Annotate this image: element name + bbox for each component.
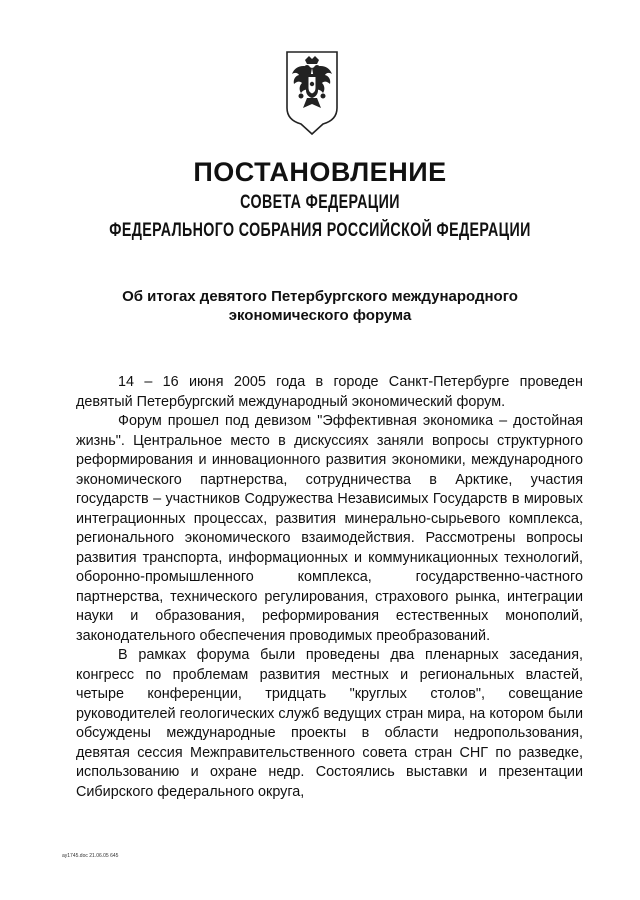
body-paragraph: Форум прошел под девизом "Эффективная экономика – достойная жизнь". Центральное место в дискуссиях заняли вопросы структурного реформирования и инновационного развития экономики, международного экономического партнерства, сотрудничества в Арктике, участия государств – участников Содружества Независимых Государств в мировых интеграционных процессах, развития минерально-сырьевого комплекса, регионального экономического взаимодействия. Рассмотрены вопросы развития транспорта, информационных и коммуникационных технологий, оборонно-промышленного комплекса, государственно-частного партнерства, технического регулирования, страхового рынка, интеграции науки и образования, реформирования естественных монополий, законодательного обеспечения проводимых преобразований. [76,413,583,644]
document-subtitle-line2: ФЕДЕРАЛЬНОГО СОБРАНИЯ РОССИЙСКОЙ ФЕДЕРАЦИИ [109,220,531,241]
body-paragraph: В рамках форума были проведены два пленарных заседания, конгресс по проблемам развития местных и региональных властей, четыре конференции, тридцать "круглых столов", совещание руководителей геологических служб ведущих стран мира, на котором были обсуждены международные проекты в области недропользования, девятая сессия Межправительственного совета стран СНГ по разведке, использованию и охране недр. Состоялись выставки и презентации Сибирского федерального округа, [76,647,583,800]
resolution-heading [0,287,640,325]
document-subtitle-line1: СОВЕТА ФЕДЕРАЦИИ [240,192,400,213]
heading-line-2: экономического форума [228,307,412,324]
document-footer: ay1745.doc 21.06.05 645 [62,853,119,859]
russian-coat-of-arms-icon [283,50,341,136]
heading-line-1: Об итогах девятого Петербургского международного [122,288,518,305]
body-paragraph: 14 – 16 июня 2005 года в городе Санкт-Петербурге проведен девятый Петербургский международный экономический форум. [76,374,583,410]
document-title: ПОСТАНОВЛЕНИЕ [193,157,447,187]
document-body [76,373,583,802]
